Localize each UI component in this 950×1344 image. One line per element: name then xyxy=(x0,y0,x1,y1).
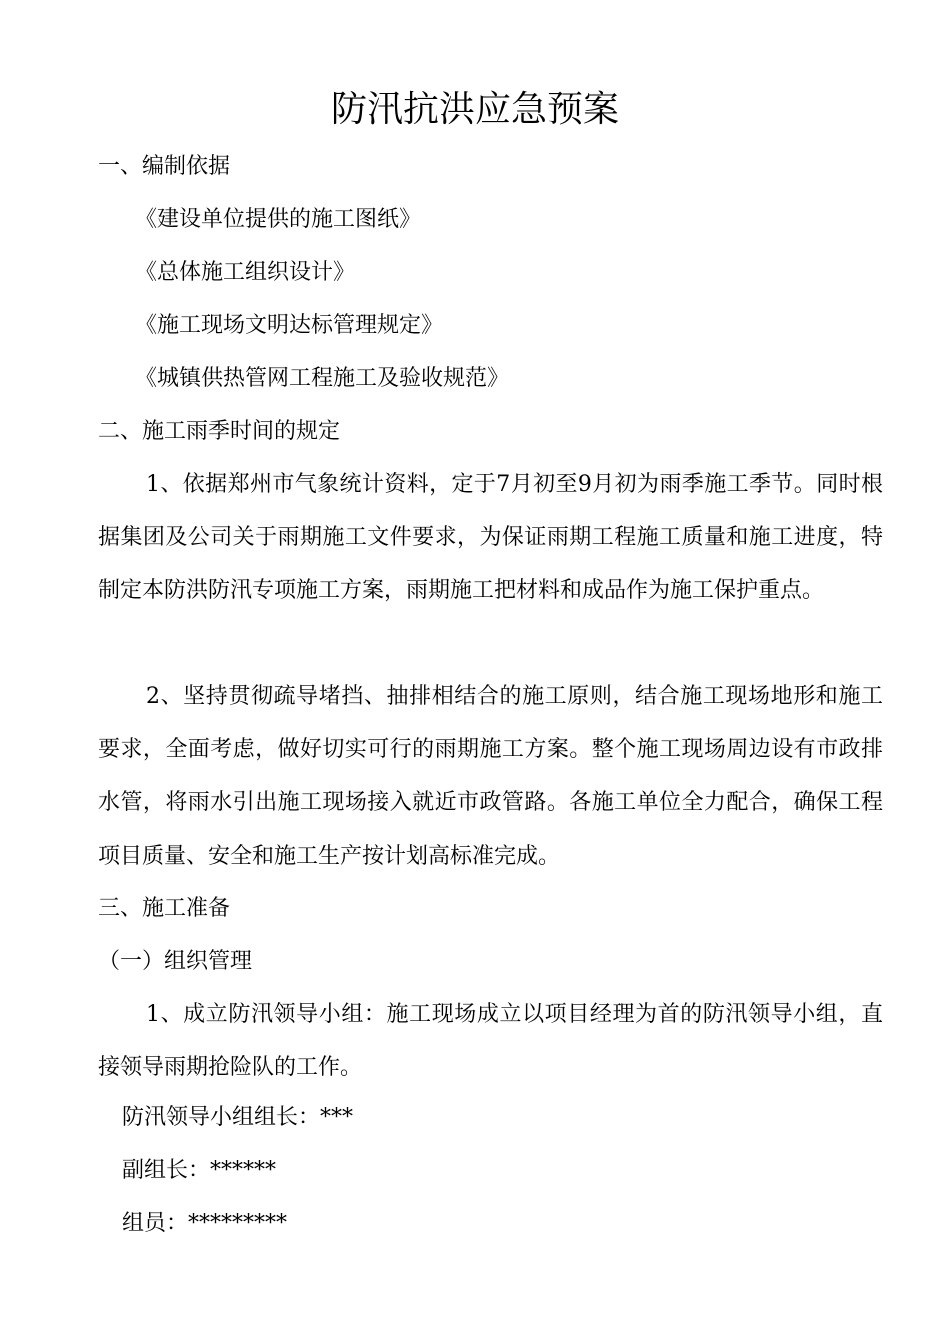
subsection-heading-organization: （一）组织管理 xyxy=(98,949,253,974)
reference-item: 《城镇供热管网工程施工及验收规范》 xyxy=(135,366,510,391)
paragraph-rainy-season-period: 1、依据郑州市气象统计资料，定于7月初至9月初为雨季施工季节。同时根据集团及公司关于雨期施工文件要求，为保证雨期工程施工质量和施工进度，特制定本防洪防汛专项施工方案，雨期施工把材料和成品作为施工保护重点。 xyxy=(98,472,883,604)
section-heading-rainy-season: 二、施工雨季时间的规定 xyxy=(98,419,341,444)
deputy-leader-line: 副组长：****** xyxy=(122,1158,277,1183)
reference-item: 《施工现场文明达标管理规定》 xyxy=(135,313,444,338)
section-heading-preparation: 三、施工准备 xyxy=(98,896,231,921)
reference-item: 《总体施工组织设计》 xyxy=(135,260,356,285)
section-heading-basis: 一、编制依据 xyxy=(98,154,231,179)
reference-item: 《建设单位提供的施工图纸》 xyxy=(135,207,422,232)
document-title: 防汛抗洪应急预案 xyxy=(330,89,619,130)
group-members-line: 组员：********* xyxy=(122,1211,288,1236)
group-leader-line: 防汛领导小组组长：*** xyxy=(122,1105,354,1130)
paragraph-leadership-group: 1、成立防汛领导小组：施工现场成立以项目经理为首的防汛领导小组，直接领导雨期抢险队的工作。 xyxy=(98,1002,883,1081)
paragraph-construction-principle: 2、坚持贯彻疏导堵挡、抽排相结合的施工原则，结合施工现场地形和施工要求，全面考虑，做好切实可行的雨期施工方案。整个施工现场周边设有市政排水管，将雨水引出施工现场接入就近市政管路。各施工单位全力配合，确保工程项目质量、安全和施工生产按计划高标准完成。 xyxy=(98,684,883,869)
